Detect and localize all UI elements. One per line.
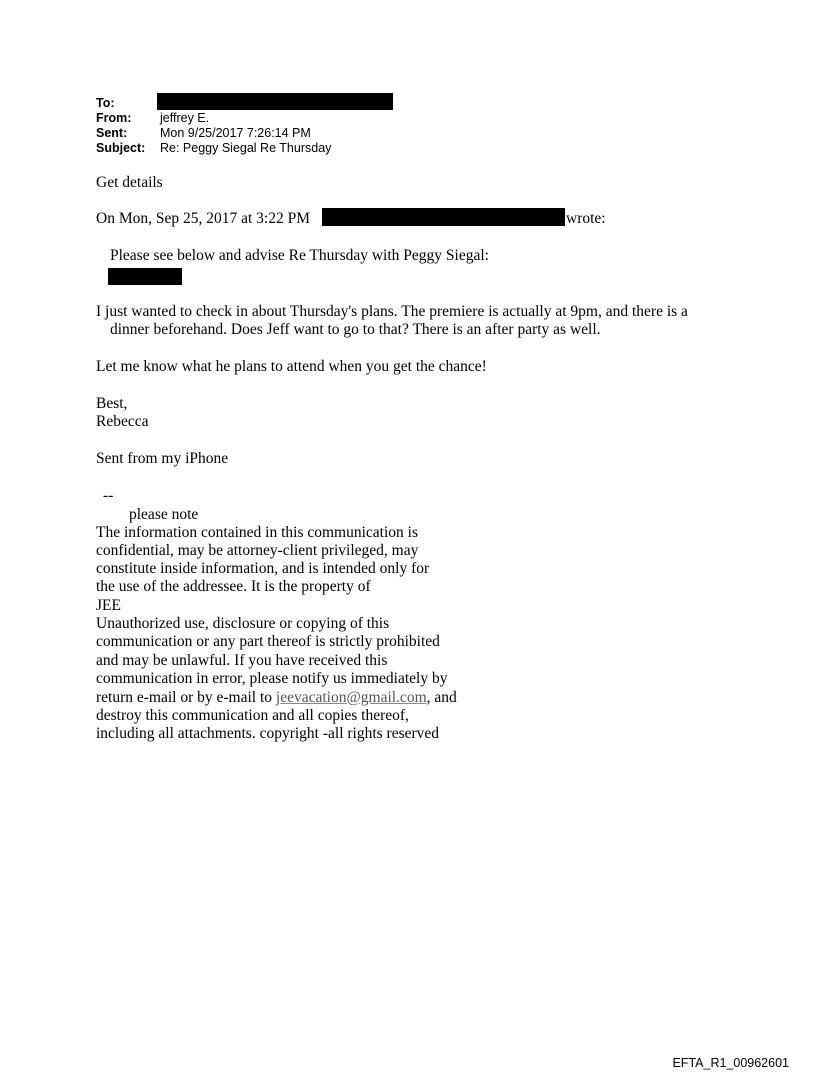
disclaimer-line: constitute inside information, and is intended only for [96, 560, 430, 577]
disclaimer-line: confidential, may be attorney-client privileged, may [96, 542, 419, 559]
disclaimer-line: The information contained in this communication is [96, 524, 418, 541]
signature: Rebecca [96, 413, 149, 430]
redaction-bar [108, 268, 182, 285]
signature-dashes: -- [103, 487, 114, 504]
paragraph-line: dinner beforehand. Does Jeff want to go to that? There is an after party as well. [110, 321, 601, 338]
disclaimer-line: communication or any part thereof is strictly prohibited [96, 633, 440, 650]
disclaimer-line: and may be unlawful. If you have received this [96, 652, 388, 669]
disclaimer-text: , and [426, 689, 457, 706]
disclaimer-text: return e-mail or by e-mail to [96, 689, 273, 706]
disclaimer-line: the use of the addressee. It is the property of [96, 578, 371, 595]
quote-intro: On Mon, Sep 25, 2017 at 3:22 PM [96, 210, 310, 227]
quote-wrote: wrote: [566, 210, 606, 227]
disclaimer-line [96, 689, 457, 707]
quoted-line: Please see below and advise Re Thursday with Peggy Siegal: [110, 247, 489, 264]
sent-from: Sent from my iPhone [96, 450, 229, 467]
subject-label: Subject: [96, 141, 146, 155]
disclaimer-line: Unauthorized use, disclosure or copying of this [96, 615, 390, 632]
disclaimer-line: JEE [96, 597, 121, 614]
from-label: From: [96, 111, 132, 125]
redaction-bar [322, 208, 565, 226]
from-value: jeffrey E. [160, 111, 210, 125]
to-label: To: [96, 96, 115, 110]
sent-value: Mon 9/25/2017 7:26:14 PM [160, 126, 311, 140]
disclaimer-line: destroy this communication and all copies thereof, [96, 707, 409, 724]
please-note: please note [129, 506, 199, 523]
reply-text: Get details [96, 174, 163, 191]
redaction-bar [157, 93, 393, 110]
subject-value: Re: Peggy Siegal Re Thursday [160, 141, 332, 155]
email-link[interactable]: jeevacation@gmail.com [275, 689, 427, 706]
sent-label: Sent: [96, 126, 128, 140]
paragraph-line: I just wanted to check in about Thursday's plans. The premiere is actually at 9pm, and there is a [96, 303, 688, 320]
paragraph-line: Let me know what he plans to attend when you get the chance! [96, 358, 487, 375]
disclaimer-line: communication in error, please notify us immediately by [96, 670, 448, 687]
closing: Best, [96, 395, 128, 412]
document-id: EFTA_R1_00962601 [672, 1056, 789, 1070]
disclaimer-line: including all attachments. copyright -all rights reserved [96, 725, 440, 742]
